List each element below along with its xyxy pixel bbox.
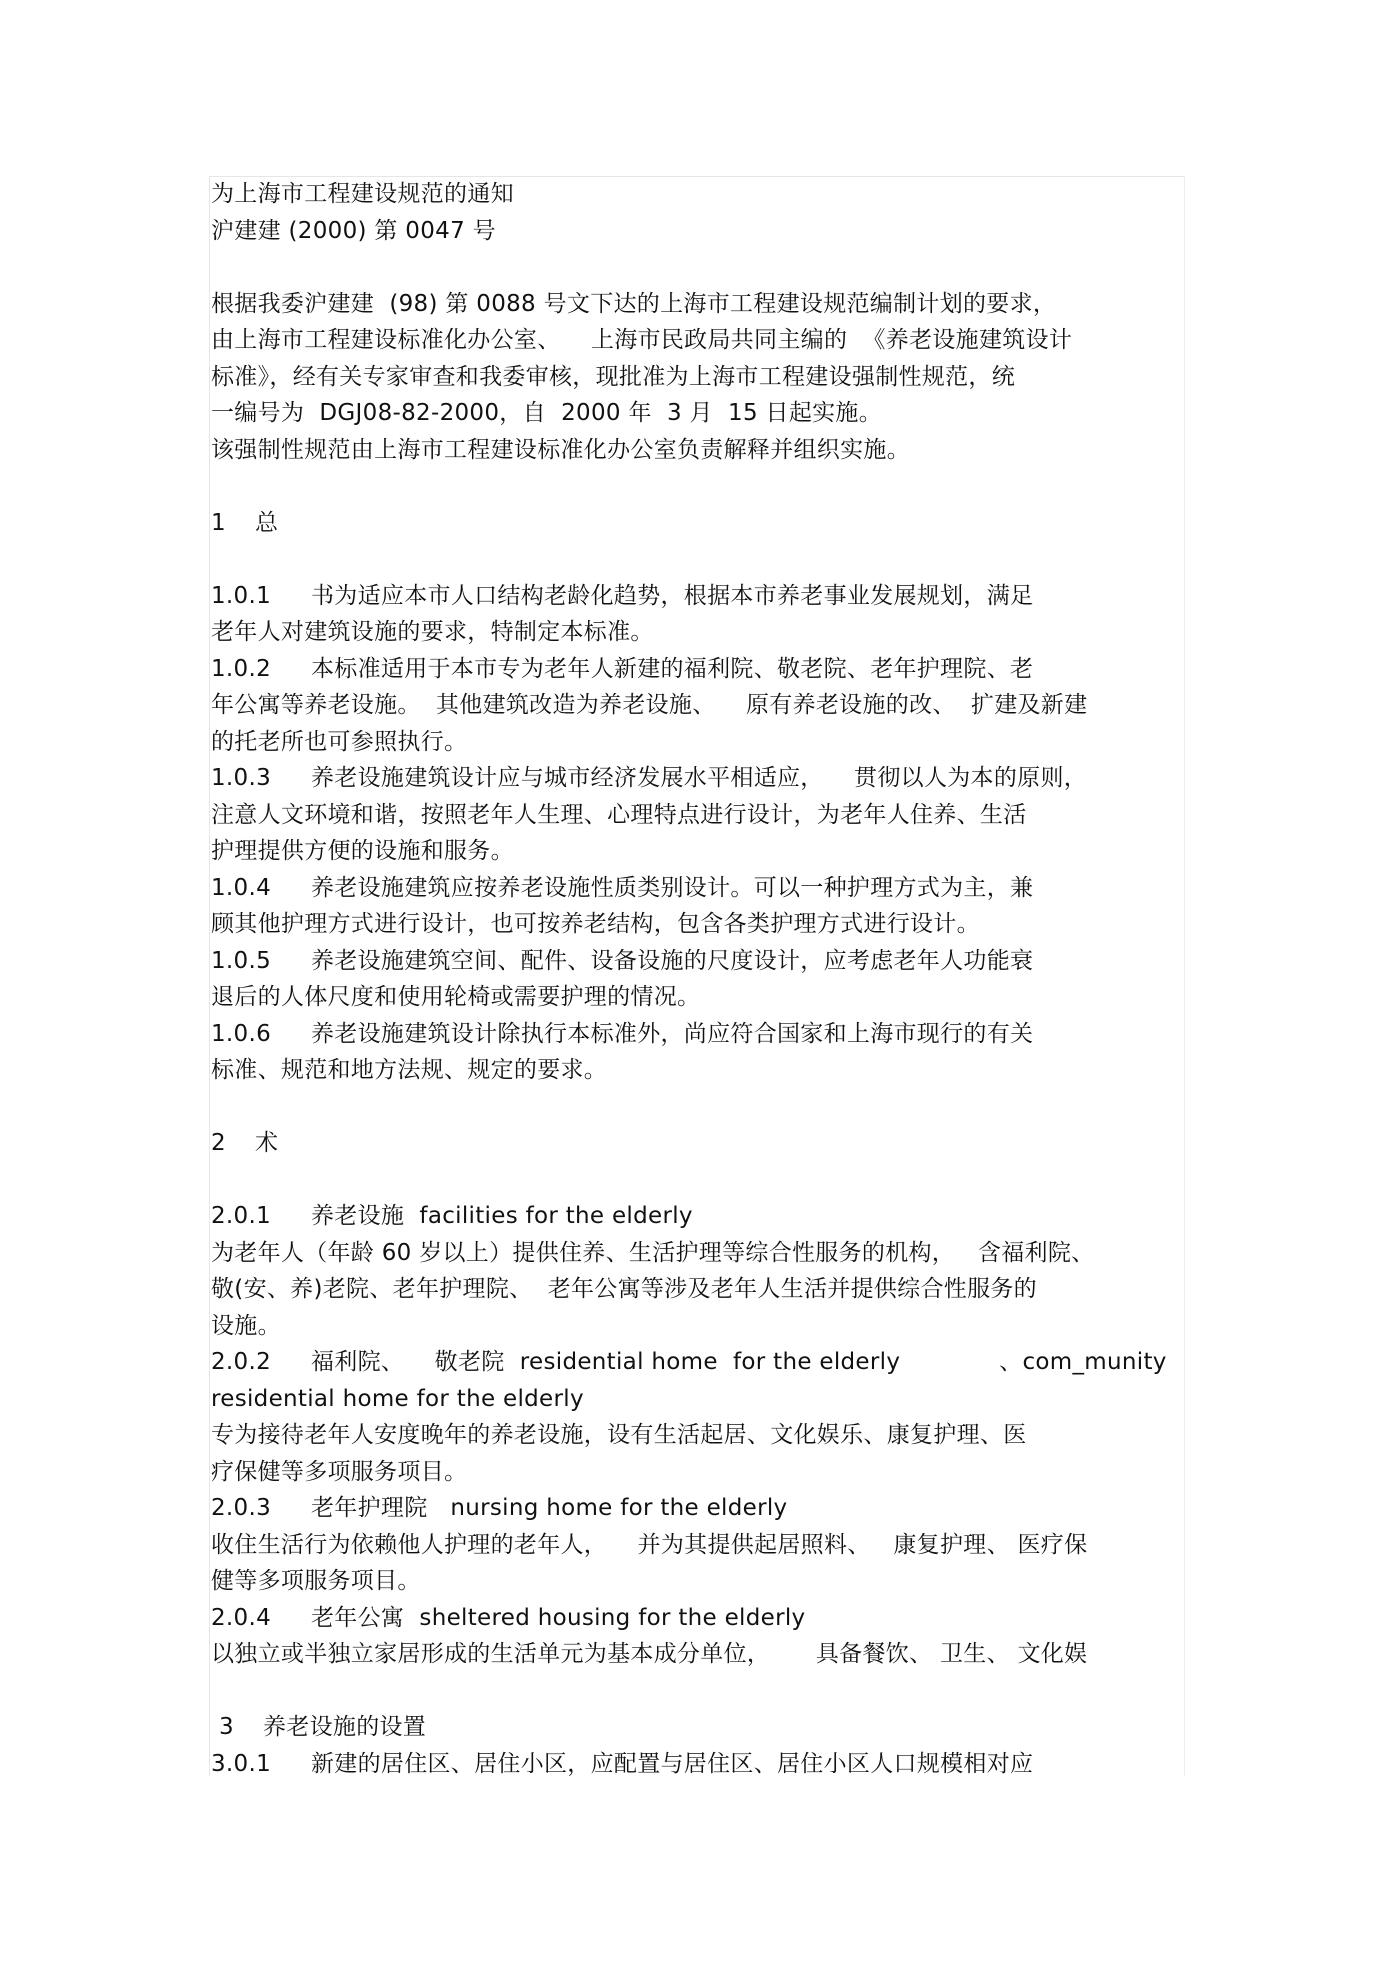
section-heading — [211, 1709, 1201, 1746]
spacer — [211, 541, 1201, 578]
clause-line — [211, 1600, 1201, 1637]
clause-line: 健等多项服务项目。 — [211, 1568, 421, 1594]
clause-line: 年公寓等养老设施。 其他建筑改造为养老设施、 原有养老设施的改、 扩建及新建 — [211, 692, 1088, 718]
section-heading — [211, 505, 1201, 542]
clause-line: residential home for the elderly — [211, 1385, 584, 1412]
clause-line: 设施。 — [211, 1312, 281, 1339]
clause-line — [211, 870, 1201, 907]
clause-text: 福利院、 敬老院 residential home for the elderly 、com_munity — [311, 1349, 1167, 1375]
clause-line — [211, 760, 1201, 797]
section-number: 1 — [211, 509, 226, 536]
spacer — [211, 249, 1201, 286]
clause-line: 疗保健等多项服务项目。 — [211, 1458, 468, 1485]
section-title: 养老设施的设置 — [263, 1714, 427, 1740]
intro-line: 该强制性规范由上海市工程建设标准化办公室负责解释并组织实施。 — [211, 436, 910, 463]
clause-line — [211, 1016, 1201, 1053]
clause-number: 1.0.2 — [211, 655, 272, 682]
clause-line — [211, 1198, 1201, 1235]
clause-line — [211, 1490, 1201, 1527]
clause-number: 2.0.1 — [211, 1203, 272, 1229]
spacer — [211, 468, 1201, 505]
intro-line: 根据我委沪建建 (98) 第 0088 号文下达的上海市工程建设规范编制计划的要求， — [211, 290, 1057, 317]
clause-line — [211, 651, 1201, 688]
clause-line: 标准、规范和地方法规、规定的要求。 — [211, 1057, 608, 1083]
clause-line: 专为接待老年人安度晚年的养老设施，设有生活起居、文化娱乐、康复护理、医 — [211, 1422, 1027, 1448]
spacer — [211, 1089, 1201, 1126]
clause-text: 养老设施建筑设计除执行本标准外，尚应符合国家和上海市现行的有关 — [311, 1020, 1034, 1047]
clause-line: 护理提供方便的设施和服务。 — [211, 838, 514, 864]
section-title: 总 — [255, 509, 279, 536]
clause-number: 1.0.3 — [211, 765, 272, 791]
intro-line: 一编号为 DGJ08-82-2000，自 2000 年 3 月 15 日起实施。 — [211, 400, 883, 426]
clause-line: 收住生活行为依赖他人护理的老年人， 并为其提供起居照料、 康复护理、 医疗保 — [211, 1531, 1088, 1558]
clause-number: 3.0.1 — [211, 1750, 272, 1777]
clause-text: 养老设施 facilities for the elderly — [311, 1203, 693, 1229]
clause-number: 1.0.4 — [211, 874, 272, 901]
section-number: 2 — [211, 1130, 226, 1156]
clause-line: 注意人文环境和谐，按照老年人生理、心理特点进行设计，为老年人住养、生活 — [211, 801, 1027, 828]
clause-line: 顾其他护理方式进行设计，也可按养老结构，包含各类护理方式进行设计。 — [211, 911, 980, 937]
clause-line — [211, 943, 1201, 980]
clause-text: 新建的居住区、居住小区，应配置与居住区、居住小区人口规模相对应 — [311, 1750, 1034, 1777]
clause-line — [211, 578, 1201, 615]
clause-number: 1.0.1 — [211, 582, 272, 609]
clause-line: 敬(安、养)老院、老年护理院、 老年公寓等涉及老年人生活并提供综合性服务的 — [211, 1276, 1037, 1302]
clause-text: 老年公寓 sheltered housing for the elderly — [311, 1604, 806, 1631]
clause-line: 退后的人体尺度和使用轮椅或需要护理的情况。 — [211, 984, 701, 1010]
clause-number: 2.0.4 — [211, 1604, 272, 1631]
intro-line: 标准》，经有关专家审查和我委审核，现批准为上海市工程建设强制性规范，统 — [211, 363, 1015, 390]
spacer — [211, 1673, 1201, 1710]
clause-number: 1.0.6 — [211, 1020, 272, 1047]
clause-line: 老年人对建筑设施的要求，特制定本标准。 — [211, 619, 654, 645]
notice-title: 为上海市工程建设规范的通知 — [211, 181, 514, 207]
document-body — [211, 176, 1201, 1782]
clause-line — [211, 1746, 1201, 1783]
section-title: 术 — [255, 1130, 279, 1156]
clause-number: 2.0.3 — [211, 1495, 272, 1521]
clause-line: 的托老所也可参照执行。 — [211, 728, 468, 755]
clause-text: 养老设施建筑应按养老设施性质类别设计。可以一种护理方式为主，兼 — [311, 874, 1034, 901]
clause-text: 老年护理院 nursing home for the elderly — [311, 1495, 788, 1521]
clause-text: 本标准适用于本市专为老年人新建的福利院、敬老院、老年护理院、老 — [311, 655, 1034, 682]
clause-text: 书为适应本市人口结构老龄化趋势，根据本市养老事业发展规划，满足 — [311, 582, 1034, 609]
section-heading — [211, 1125, 1201, 1162]
clause-line: 以独立或半独立家居形成的生活单元为基本成分单位， 具备餐饮、 卫生、 文化娱 — [211, 1641, 1088, 1667]
section-number: 3 — [219, 1714, 234, 1740]
clause-text: 养老设施建筑设计应与城市经济发展水平相适应， 贯彻以人为本的原则， — [311, 765, 1088, 791]
clause-number: 1.0.5 — [211, 947, 272, 974]
clause-text: 养老设施建筑空间、配件、设备设施的尺度设计，应考虑老年人功能衰 — [311, 947, 1034, 974]
doc-number: 沪建建 (2000) 第 0047 号 — [211, 217, 496, 244]
spacer — [211, 1162, 1201, 1199]
clause-number: 2.0.2 — [211, 1349, 272, 1375]
clause-line — [211, 1344, 1201, 1381]
clause-line: 为老年人（年龄 60 岁以上）提供住养、生活护理等综合性服务的机构， 含福利院、 — [211, 1239, 1095, 1266]
intro-line: 由上海市工程建设标准化办公室、 上海市民政局共同主编的 《养老设施建筑设计 — [211, 327, 1073, 353]
